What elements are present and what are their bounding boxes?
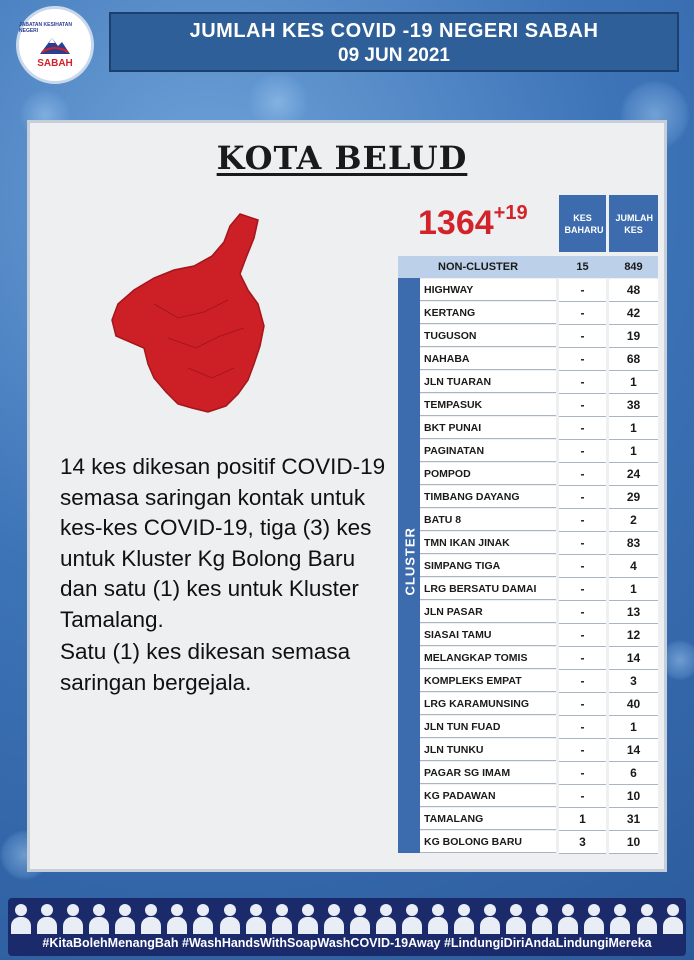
cluster-row [420,716,658,738]
cluster-row [420,348,658,370]
cluster-new-cases: - [559,394,606,417]
cluster-row [420,693,658,715]
cluster-name: POMPOD [420,463,556,485]
person-icon [558,904,578,934]
person-icon [532,904,552,934]
cluster-name: HIGHWAY [420,279,556,301]
person-icon [11,904,31,934]
description-text [60,452,390,700]
cluster-row [420,624,658,646]
person-icon [324,904,344,934]
cluster-total-cases: 1 [609,417,658,440]
cluster-name: PAGAR SG IMAM [420,762,556,784]
cluster-total-cases: 6 [609,762,658,785]
cluster-total-cases: 31 [609,808,658,831]
cluster-new-cases: - [559,762,606,785]
cluster-new-cases: - [559,578,606,601]
cluster-row [420,325,658,347]
person-icon [167,904,187,934]
cluster-row [420,555,658,577]
person-icon [298,904,318,934]
person-icon [454,904,474,934]
cluster-new-cases: - [559,739,606,762]
cluster-total-cases: 48 [609,279,658,302]
cluster-new-cases: - [559,440,606,463]
cluster-row [420,578,658,600]
cluster-new-cases: - [559,417,606,440]
cluster-name: KOMPLEKS EMPAT [420,670,556,692]
cluster-row [420,371,658,393]
person-icon [193,904,213,934]
total-count: 1364 [418,204,494,242]
cluster-total-cases: 2 [609,509,658,532]
cluster-name: SIASAI TAMU [420,624,556,646]
cluster-name: TIMBANG DAYANG [420,486,556,508]
cluster-total-cases: 10 [609,831,658,854]
cluster-name: KERTANG [420,302,556,324]
district-title: KOTA BELUD [216,139,468,177]
description-paragraph: 14 kes dikesan positif COVID-19 semasa saringan kontak untuk kes-kes COVID-19, tiga (3) kes untuk Kluster Kg Bolong Baru dan satu (1) kes untuk Kluster Tamalang. [60,454,386,632]
person-icon [246,904,266,934]
cluster-total-cases: 1 [609,716,658,739]
total-new-count: +19 [493,202,528,224]
cluster-name: SIMPANG TIGA [420,555,556,577]
cluster-name: JLN PASAR [420,601,556,623]
cluster-name: TEMPASUK [420,394,556,416]
cluster-new-cases: - [559,486,606,509]
cluster-row [420,739,658,761]
cluster-new-cases: - [559,555,606,578]
cluster-side-label [398,278,420,853]
cluster-total-cases: 14 [609,647,658,670]
total-cases [418,204,528,243]
person-icon [220,904,240,934]
person-icon [37,904,57,934]
cluster-row [420,509,658,531]
column-header-total: JUMLAH KES [609,195,658,252]
cluster-new-cases: - [559,785,606,808]
cluster-total-cases: 83 [609,532,658,555]
cluster-row [420,647,658,669]
person-icon [89,904,109,934]
health-department-logo [16,6,94,84]
cluster-name: KG PADAWAN [420,785,556,807]
cluster-total-cases: 68 [609,348,658,371]
cluster-name: MELANGKAP TOMIS [420,647,556,669]
district-map-icon [108,208,268,418]
cluster-row [420,785,658,807]
cluster-new-cases: - [559,532,606,555]
logo-word: SABAH [37,57,73,69]
logo-top-text: JABATAN KESIHATAN NEGERI [19,21,72,34]
cluster-name: LRG BERSATU DAMAI [420,578,556,600]
person-icon [584,904,604,934]
cluster-new-cases: - [559,601,606,624]
person-icon [663,904,683,934]
person-icon [610,904,630,934]
cluster-new-cases: - [559,670,606,693]
person-icon [480,904,500,934]
person-icon [428,904,448,934]
mountain-icon [38,34,72,56]
cluster-total-cases: 19 [609,325,658,348]
cluster-new-cases: - [559,647,606,670]
person-icon [272,904,292,934]
cluster-total-cases: 3 [609,670,658,693]
footer-banner [8,898,686,956]
cluster-row [420,670,658,692]
cluster-name: TMN IKAN JINAK [420,532,556,554]
cluster-row [420,831,658,853]
cluster-new-cases: - [559,348,606,371]
header-title: JUMLAH KES COVID -19 NEGERI SABAH [189,20,599,42]
column-header-new: KES BAHARU [559,195,606,252]
cluster-total-cases: 38 [609,394,658,417]
cluster-row [420,394,658,416]
cluster-row [420,808,658,830]
cluster-new-cases: - [559,624,606,647]
cluster-name: LRG KARAMUNSING [420,693,556,715]
person-icon [376,904,396,934]
cluster-total-cases: 12 [609,624,658,647]
non-cluster-new: 15 [576,261,589,273]
cluster-total-cases: 10 [609,785,658,808]
cluster-new-cases: - [559,279,606,302]
cluster-new-cases: - [559,693,606,716]
cluster-total-cases: 1 [609,440,658,463]
cluster-new-cases: - [559,302,606,325]
cluster-total-cases: 24 [609,463,658,486]
cluster-total-cases: 14 [609,739,658,762]
cluster-total-cases: 4 [609,555,658,578]
cluster-row [420,601,658,623]
cluster-total-cases: 29 [609,486,658,509]
footer-hashtags: #KitaBolehMenangBah #WashHandsWithSoapWashCOVID-19Away #LindungiDiriAndaLindungiMereka [42,936,652,950]
cluster-label: CLUSTER [402,527,418,596]
cluster-name: JLN TUARAN [420,371,556,393]
cluster-total-cases: 40 [609,693,658,716]
cluster-name: JLN TUNKU [420,739,556,761]
cluster-new-cases: - [559,716,606,739]
cluster-name: PAGINATAN [420,440,556,462]
cluster-name: BATU 8 [420,509,556,531]
cluster-new-cases: - [559,463,606,486]
cluster-new-cases: - [559,509,606,532]
cluster-row [420,417,658,439]
cluster-name: JLN TUN FUAD [420,716,556,738]
cluster-name: TUGUSON [420,325,556,347]
non-cluster-row [398,256,658,278]
cluster-name: NAHABA [420,348,556,370]
person-icon [637,904,657,934]
description-paragraph: Satu (1) kes dikesan semasa saringan bergejala. [60,639,351,695]
cluster-total-cases: 13 [609,601,658,624]
cluster-name: KG BOLONG BARU [420,831,556,853]
cluster-row [420,463,658,485]
cluster-row [420,302,658,324]
header-banner [109,12,679,72]
person-icon [141,904,161,934]
cluster-row [420,440,658,462]
cluster-new-cases: - [559,325,606,348]
person-icon [506,904,526,934]
person-icon [402,904,422,934]
cluster-row [420,486,658,508]
people-icons [8,902,686,934]
cluster-name: TAMALANG [420,808,556,830]
cluster-new-cases: - [559,371,606,394]
non-cluster-label: NON-CLUSTER [438,261,519,273]
cluster-total-cases: 42 [609,302,658,325]
cluster-row [420,762,658,784]
cluster-new-cases: 3 [559,831,606,854]
cluster-name: BKT PUNAI [420,417,556,439]
non-cluster-total: 849 [624,261,643,273]
person-icon [350,904,370,934]
header-date: 09 JUN 2021 [338,45,450,66]
cluster-total-cases: 1 [609,578,658,601]
cluster-total-cases: 1 [609,371,658,394]
cluster-row [420,532,658,554]
cluster-row [420,279,658,301]
cluster-new-cases: 1 [559,808,606,831]
person-icon [115,904,135,934]
person-icon [63,904,83,934]
